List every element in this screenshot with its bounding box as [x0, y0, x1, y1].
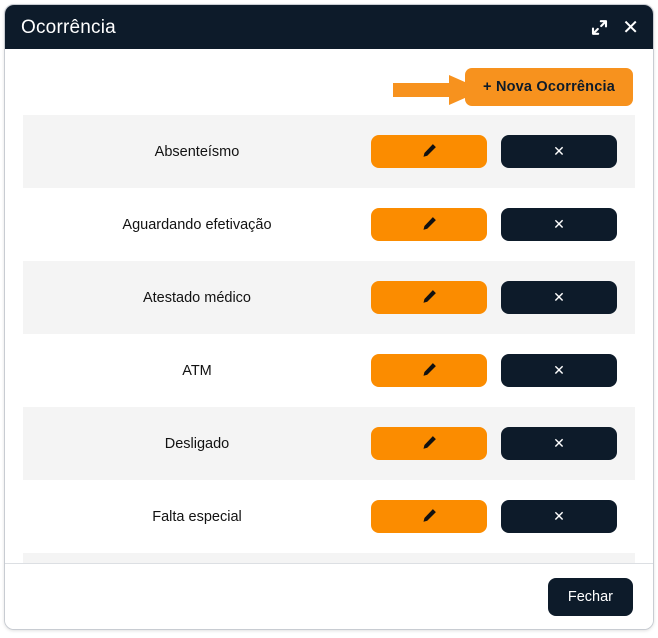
edit-button[interactable]: [371, 500, 487, 533]
occurrence-name: Desligado: [164, 435, 230, 452]
page-title: Ocorrência: [21, 16, 116, 38]
table-row: [23, 480, 635, 553]
toolbar: [23, 65, 635, 109]
edit-button[interactable]: [371, 208, 487, 241]
row-actions: [371, 427, 629, 460]
occurrence-name: Falta especial: [152, 508, 242, 525]
close-icon[interactable]: ✕: [622, 15, 639, 39]
edit-button[interactable]: [371, 354, 487, 387]
expand-arrows-icon[interactable]: [591, 19, 608, 36]
edit-button[interactable]: [371, 135, 487, 168]
pencil-icon: [422, 435, 437, 453]
right-arrow-pointer-icon: [393, 75, 485, 105]
pencil-icon: [422, 216, 437, 234]
edit-button[interactable]: [371, 281, 487, 314]
delete-button[interactable]: ✕: [501, 354, 617, 387]
occurrence-name: Atestado médico: [142, 289, 251, 306]
modal-footer: [5, 563, 653, 629]
new-occurrence-button[interactable]: + Nova Ocorrência: [465, 68, 633, 106]
row-actions: [371, 281, 629, 314]
table-row: [23, 334, 635, 407]
table-row-partial: [23, 553, 635, 563]
pencil-icon: [422, 143, 437, 161]
row-actions: [371, 354, 629, 387]
modal-body: [5, 49, 653, 563]
occurrence-list: [23, 115, 635, 563]
table-row: [23, 261, 635, 334]
modal-header: [5, 5, 653, 49]
row-actions: [371, 500, 629, 533]
table-row: [23, 188, 635, 261]
close-button[interactable]: Fechar: [548, 578, 633, 616]
occurrence-name: ATM: [182, 362, 212, 379]
pencil-icon: [422, 508, 437, 526]
delete-button[interactable]: ✕: [501, 500, 617, 533]
delete-button[interactable]: ✕: [501, 427, 617, 460]
delete-button[interactable]: ✕: [501, 208, 617, 241]
header-actions: [591, 17, 639, 37]
pencil-icon: [422, 289, 437, 307]
occurrence-modal: [4, 4, 654, 630]
edit-button[interactable]: [371, 427, 487, 460]
table-row: [23, 115, 635, 188]
occurrence-name: Absenteísmo: [154, 143, 240, 160]
row-actions: [371, 208, 629, 241]
occurrence-name: Aguardando efetivação: [122, 216, 272, 233]
table-row: [23, 407, 635, 480]
pencil-icon: [422, 362, 437, 380]
delete-button[interactable]: ✕: [501, 135, 617, 168]
row-actions: [371, 135, 629, 168]
delete-button[interactable]: ✕: [501, 281, 617, 314]
